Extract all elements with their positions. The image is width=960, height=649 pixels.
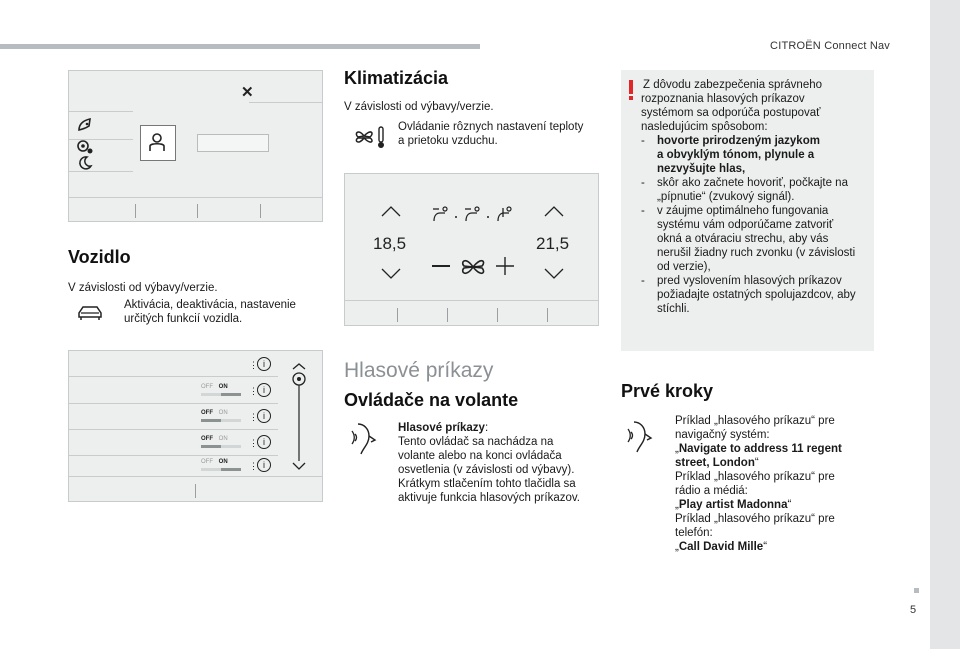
temperature-left: 18,5 xyxy=(373,234,407,253)
hlasove-label: Hlasové príkazy: xyxy=(398,422,489,434)
profile-name-field[interactable] xyxy=(197,134,269,152)
klimatizacia-item-line1: Ovládanie rôznych nastavení teploty xyxy=(398,121,584,133)
car-icon xyxy=(76,303,104,323)
climate-screen xyxy=(344,173,599,326)
klimatizacia-intro: V závislosti od výbavy/verzie. xyxy=(344,101,494,113)
voice-command-example: „Call David Mille“ xyxy=(675,541,768,553)
note-item: - pred vyslovením hlasových príkazov požiadajte ostatných spolujazdcov, aby stíchli. xyxy=(641,275,856,315)
vozidlo-item-line2: určitých funkcií vozidla. xyxy=(124,313,243,325)
vozidlo-intro: V závislosti od výbavy/verzie. xyxy=(68,282,218,294)
chevron-down-icon[interactable] xyxy=(381,268,401,280)
info-icon[interactable]: i xyxy=(257,435,271,449)
page-marker xyxy=(914,588,919,593)
page-number: 5 xyxy=(910,604,917,616)
settings-screen xyxy=(68,70,323,222)
note-intro-line: rozpoznania hlasových príkazov xyxy=(641,93,805,105)
moon-icon[interactable] xyxy=(77,155,93,171)
toggle-switch[interactable]: OFF ON xyxy=(201,410,241,416)
options-icon[interactable]: ⋮ xyxy=(249,360,258,370)
klimatizacia-item-line2: a prietoku vzduchu. xyxy=(398,135,498,147)
fan-icon[interactable] xyxy=(458,252,488,282)
user-icon xyxy=(147,132,167,152)
hlasove-line: osvetlenia (v závislosti od výbavy). xyxy=(398,464,575,476)
section-title-hlasove: Hlasové príkazy xyxy=(344,359,494,382)
note-intro-line: Z dôvodu zabezpečenia správneho xyxy=(643,79,823,91)
voice-command-example: street, London“ xyxy=(675,457,759,469)
info-icon[interactable]: i xyxy=(257,383,271,397)
info-icon[interactable]: i xyxy=(257,458,271,472)
section-title-prve-kroky: Prvé kroky xyxy=(621,381,714,401)
warning-icon xyxy=(629,80,633,94)
section-title-klimatizacia: Klimatizácia xyxy=(344,68,449,88)
chevron-up-icon[interactable] xyxy=(381,205,401,217)
hlasove-line: volante alebo na konci ovládača xyxy=(398,450,562,462)
prve-kroky-examples: Príklad „hlasového príkazu“ pre navigačný systém: „Navigate to address 11 regent street, London“ Príklad „hlasového príkazu“ pre rádio a médiá: „Play artist Madonna“ Príklad „hlasového príkazu“ pre telefón: „Call David Mille“ xyxy=(675,414,875,554)
temperature-right: 21,5 xyxy=(536,234,570,253)
options-icon[interactable]: ⋮ xyxy=(249,438,258,448)
hlasove-line: aktivuje funkcia hlasových príkazov. xyxy=(398,492,580,504)
note-intro-line: nasledujúcim spôsobom: xyxy=(641,121,768,133)
note-box xyxy=(621,70,874,351)
gear-user-icon[interactable] xyxy=(75,138,95,156)
vozidlo-item-line1: Aktivácia, deaktivácia, nastavenie xyxy=(124,299,296,311)
voice-command-example: „Play artist Madonna“ xyxy=(675,499,792,511)
close-icon[interactable]: ✕ xyxy=(241,84,254,101)
voice-command-icon xyxy=(349,420,381,456)
page-edge-strip xyxy=(930,0,960,649)
hlasove-line: Tento ovládač sa nachádza na xyxy=(398,436,554,448)
fan-decrease-button[interactable] xyxy=(432,265,450,267)
info-icon[interactable]: i xyxy=(257,409,271,423)
chevron-up-icon[interactable] xyxy=(544,205,564,217)
section-title-vozidlo: Vozidlo xyxy=(68,247,131,267)
hlasove-line: Krátkym stlačením tohto tlačidla sa xyxy=(398,478,576,490)
header-bar xyxy=(0,44,480,49)
info-icon[interactable]: i xyxy=(257,357,271,371)
voice-command-icon xyxy=(625,418,657,454)
brand-title: CITROËN Connect Nav xyxy=(770,40,890,52)
vehicle-settings-screen xyxy=(68,350,323,502)
toggle-switch[interactable]: OFF ON xyxy=(201,436,241,442)
air-distribution-icon[interactable] xyxy=(431,205,521,225)
fan-thermometer-icon xyxy=(352,124,386,150)
toggle-switch[interactable]: OFF ON xyxy=(201,459,241,465)
profile-settings-icon[interactable] xyxy=(76,116,94,134)
scrollbar[interactable] xyxy=(289,363,309,471)
options-icon[interactable]: ⋮ xyxy=(249,412,258,422)
fan-increase-button[interactable] xyxy=(496,257,514,275)
note-item: - hovorte prirodzeným jazykom a obvyklým tónom, plynule a nezvyšujte hlas, xyxy=(641,135,820,175)
voice-command-example: „Navigate to address 11 regent xyxy=(675,443,842,455)
warning-icon-dot xyxy=(629,96,633,100)
note-item: - v záujme optimálneho fungovania systému vám odporúčame zatvoriť okná a otváraciu strechu, aby vás nerušil žiadny ruch zvonku (v závislosti od verzie), xyxy=(641,205,856,273)
options-icon[interactable]: ⋮ xyxy=(249,386,258,396)
note-item: - skôr ako začnete hovoriť, počkajte na „pípnutie“ (zvukový signál). xyxy=(641,177,848,203)
note-intro-line: systémom sa odporúča postupovať xyxy=(641,107,821,119)
chevron-down-icon[interactable] xyxy=(544,268,564,280)
subsection-title-ovladace: Ovládače na volante xyxy=(344,390,519,410)
toggle-switch[interactable]: OFF ON xyxy=(201,384,241,390)
options-icon[interactable]: ⋮ xyxy=(249,461,258,471)
